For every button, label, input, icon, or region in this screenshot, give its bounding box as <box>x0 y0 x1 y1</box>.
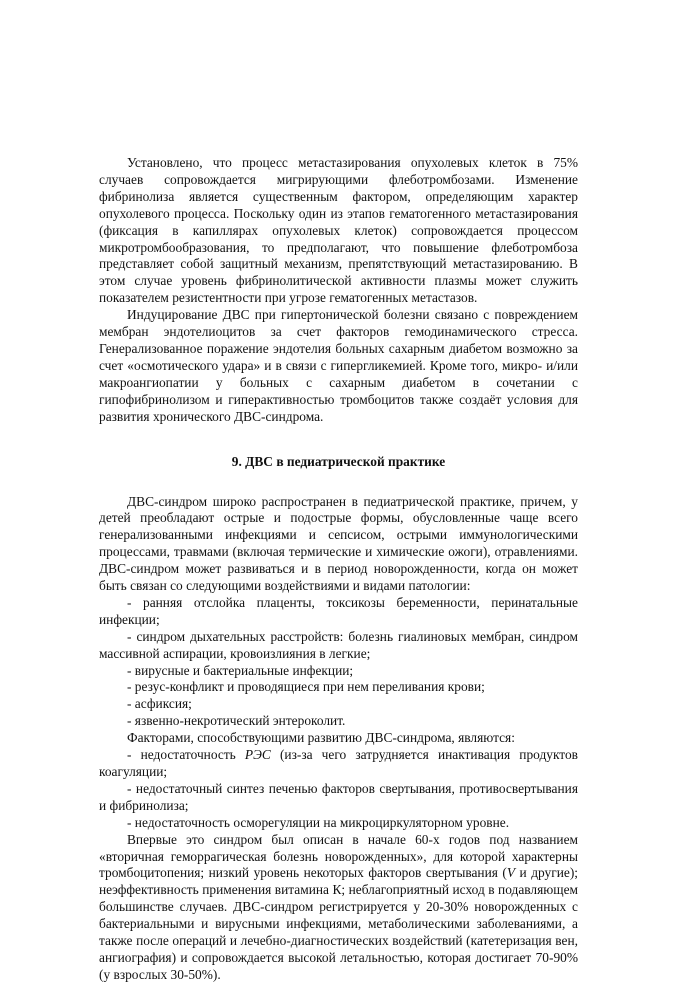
factors-list <box>99 747 578 832</box>
list-item: - недостаточность осморегуляции на микроциркуляторном уровне. <box>127 814 510 830</box>
paragraph-text: Впервые это синдром был описан в начале 60-х годов под названием «вторичная геморрагическая болезнь новорожденных», для которой характерны тромбоцитопения; низкий уровень некоторых факторов свертывания ( <box>99 831 578 881</box>
list-item-text: (из-за чего затрудняется инактивация продуктов коагуляции; <box>99 747 578 779</box>
paragraph-pediatric-intro: ДВС-синдром широко распространен в педиатрической практике, причем, у детей преобладают острые и подострые формы, обусловленные чаще всего генерализованными инфекциями и сепсисом, острыми иммунологическими процессами, травмами (включая термические и химические ожоги), отравлениями. ДВС-синдром может развиваться и в период новорожденности, когда он может быть связан со следующими воздействиями и видами патологии: <box>99 493 578 594</box>
list-item-text: - недостаточность <box>127 747 245 763</box>
list-item: - язвенно-некротический энтероколит. <box>127 713 346 729</box>
pathology-list <box>99 595 578 730</box>
list-item: - асфиксия; <box>127 696 192 712</box>
section-heading: 9. ДВС в педиатрической практике <box>231 453 446 469</box>
paragraph-factors-intro: Факторами, способствующими развитию ДВС-синдрома, являются: <box>127 730 515 746</box>
list-item: - ранняя отслойка плаценты, токсикозы беременности, перинатальные инфекции; <box>99 594 578 627</box>
paragraph-hypertension-diabetes: Индуцирование ДВС при гипертонической болезни связано с повреждением мембран эндотелиоцитов за счет факторов гемодинамического стресса. Генерализованное поражение эндотелия больных сахарным диабетом возможно за счет «осмотического удара» и в связи с гипергликемией. Кроме того, микро- и/или макроангиопатии у больных с сахарным диабетом в сочетании с гипофибринолизом и гиперактивностью тромбоцитов также создаёт условия для развития хронического ДВС-синдрома. <box>99 307 578 424</box>
list-item: - недостаточный синтез печенью факторов свертывания, противосвертывания и фибринолиза; <box>99 780 578 813</box>
paragraph-metastasis: Установлено, что процесс метастазирования опухолевых клеток в 75% случаев сопровождается мигрирующими флеботромбозами. Изменение фибринолиза является существенным фактором, определяющим характер опухолевого процесса. Поскольку один из этапов гематогенного метастазирования (фиксация в капиллярах опухолевых клеток) сопровождается процессом микротромбообразования, то предполагают, что повышение флеботромбоза представляет собой защитный механизм, препятствующий метастазированию. В этом случае уровень фибринолитической активности плазмы может служить показателем резистентности при угрозе гематогенных метастазов. <box>99 155 578 306</box>
paragraph-text: и другие); неэффективность применения витамина К; неблагоприятный исход в подавляющем большинстве случаев. ДВС-синдром регистрируется у 20-30% новорожденных с бактериальными и вирусными инфекциями, метаболическими заболеваниями, а также после операций и лечебно-диагностических воздействий (катетеризация вен, ангиография) и сопровождается высокой летальностью, которая достигает 70-90% (у взрослых 30-50%). <box>99 865 579 982</box>
list-item: - резус-конфликт и проводящиеся при нем переливания крови; <box>127 679 485 695</box>
list-item <box>99 747 578 781</box>
list-item-italic: РЭС <box>244 747 271 763</box>
list-item: - синдром дыхательных расстройств: болезнь гиалиновых мембран, синдром массивной аспирации, кровоизлияния в легкие; <box>99 628 578 661</box>
paragraph-italic: V <box>506 865 516 881</box>
paragraph-history <box>99 832 578 984</box>
list-item: - вирусные и бактериальные инфекции; <box>127 662 354 678</box>
